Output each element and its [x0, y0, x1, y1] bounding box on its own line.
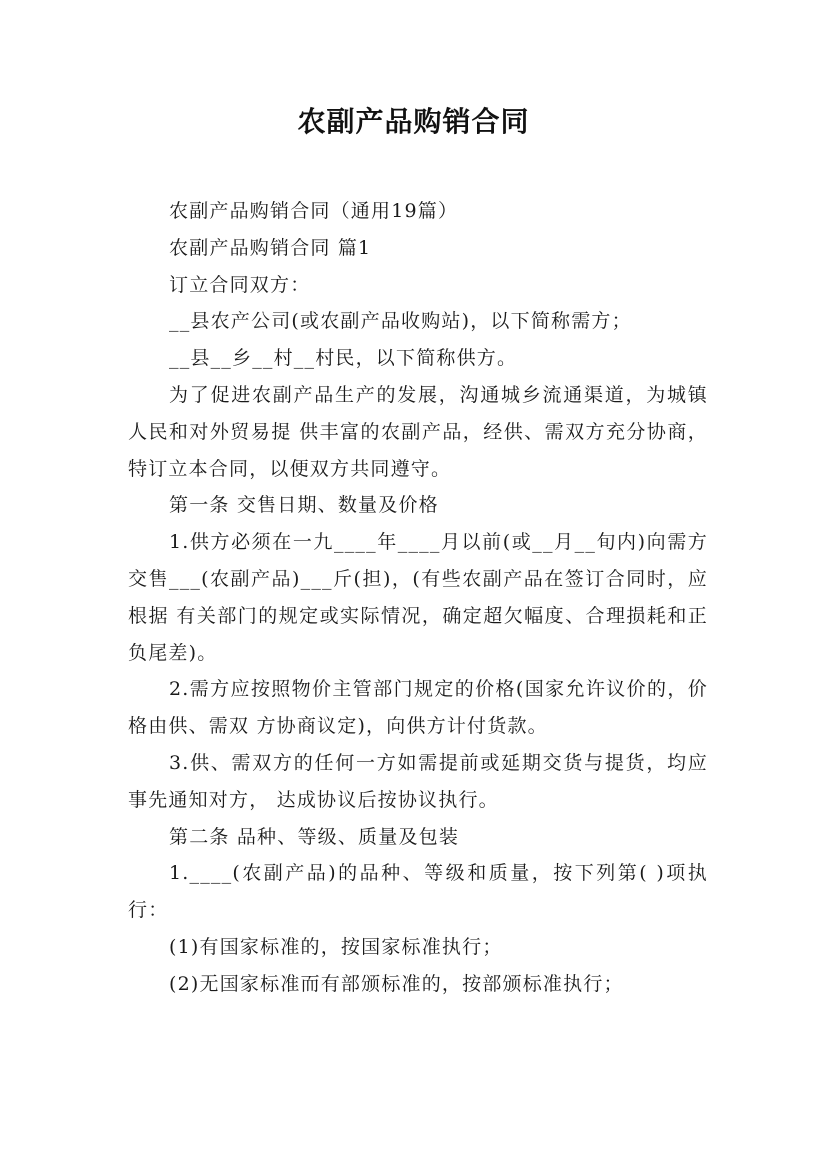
paragraph-article-1-item-2: 2.需方应按照物价主管部门规定的价格(国家允许议价的，价格由供、需双 方协商议定)，向供方计付货款。	[128, 678, 708, 738]
paragraph-subtitle: 农副产品购销合同（通用19篇）	[169, 200, 459, 222]
paragraph-article-1-item-1: 1.供方必须在一九____年____月以前(或__月__旬内)向需方 交售___(农副产品)___斤(担)，(有些农副产品在签订合同时，应根据 有关部门的规定或实际情况，确定超欠幅度、合理损耗和正负尾差)。	[128, 531, 716, 664]
paragraph-article-1-item-3: 3.供、需双方的任何一方如需提前或延期交货与提货，均应事先通知对方， 达成协议后按协议执行。	[128, 751, 708, 811]
paragraph-article-2-clause-2: (2)无国家标准而有部颁标准的，按部颁标准执行；	[169, 972, 624, 995]
paragraph-section-heading: 农副产品购销合同 篇1	[169, 236, 372, 259]
paragraph-buyer: __县农产公司(或农副产品收购站)，以下简称需方；	[169, 310, 632, 333]
paragraph-article-1-heading: 第一条 交售日期、数量及价格	[169, 494, 439, 517]
document-body	[128, 193, 716, 1003]
paragraph-seller: __县__乡__村__村民，以下简称供方。	[169, 347, 518, 370]
paragraph-preamble: 为了促进农副产品生产的发展，沟通城乡流通渠道，为城镇人民和对外贸易提 供丰富的农副产品，经供、需双方充分协商，特订立本合同，以便双方共同遵守。	[128, 383, 708, 480]
paragraph-article-2-clause-1: (1)有国家标准的，按国家标准执行；	[169, 935, 503, 958]
document-title: 农副产品购销合同	[297, 105, 530, 138]
paragraph-article-2-item-1: 1.____(农副产品)的品种、等级和质量，按下列第( )项执行：	[128, 862, 708, 922]
paragraph-parties-heading: 订立合同双方：	[169, 273, 311, 296]
paragraph-article-2-heading: 第二条 品种、等级、质量及包装	[169, 825, 460, 848]
